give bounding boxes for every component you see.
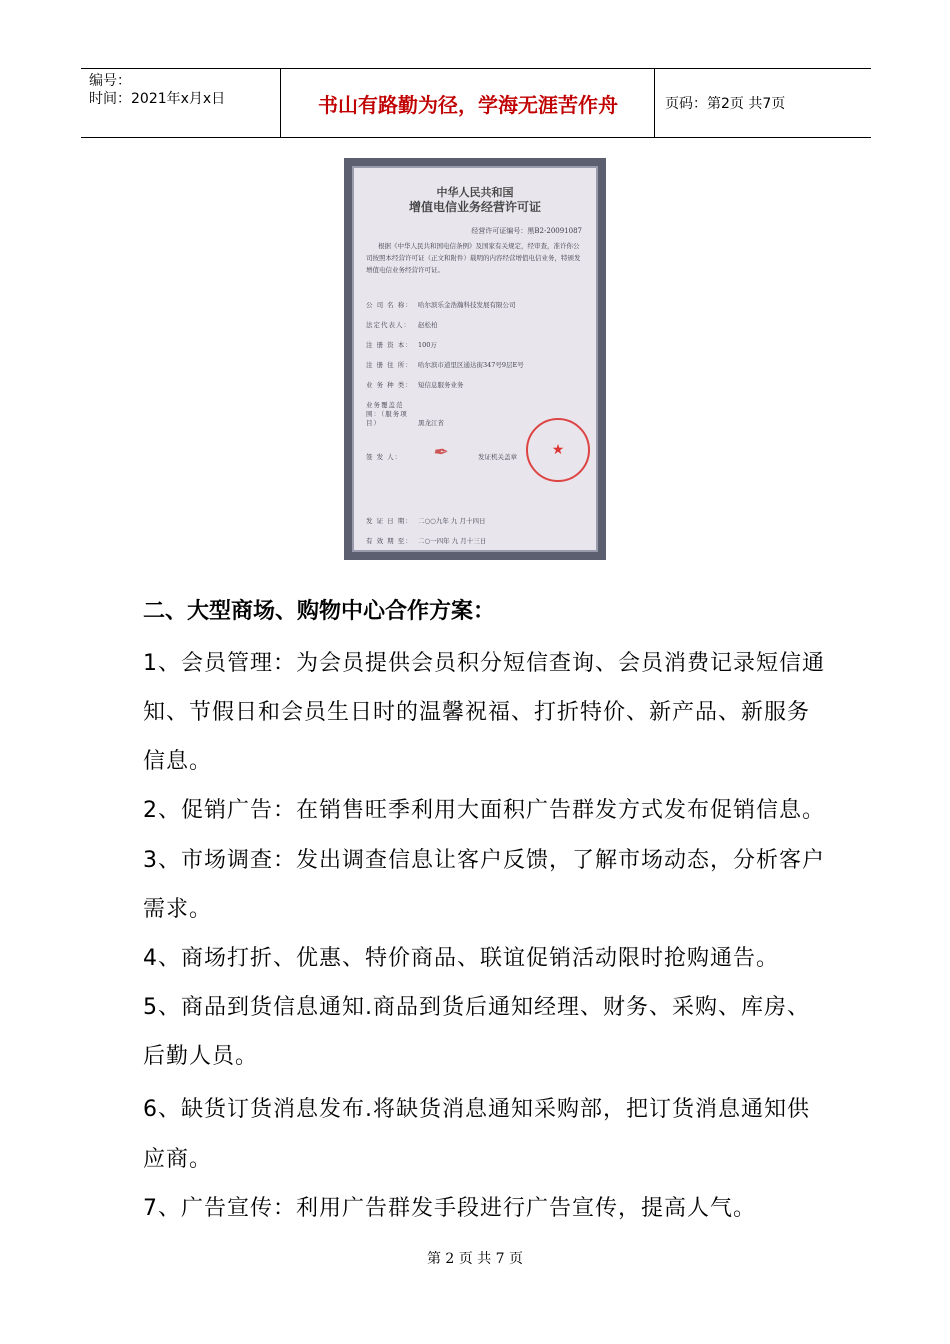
body-line: 后勤人员。	[143, 1044, 259, 1069]
official-seal-icon: ★	[526, 418, 590, 482]
body-line: 需求。	[143, 897, 213, 922]
body-line: 5、商品到货信息通知.商品到货后通知经理、财务、采购、库房、	[143, 995, 810, 1020]
certificate-row: 注 册 住 所： 哈尔滨市道里区通达街347号9层E号	[366, 361, 524, 369]
certificate-row: 法定代表人： 赵松柏	[366, 321, 438, 329]
certificate-title-1: 中华人民共和国	[436, 186, 514, 199]
certificate-row: 发 证 日 期： 二○○九年 九 月十四日	[366, 517, 486, 525]
body-line: 7、广告宣传：利用广告群发手段进行广告宣传，提高人气。	[143, 1196, 756, 1221]
certificate-body	[352, 166, 598, 552]
body-line: 信息。	[143, 749, 213, 774]
certificate-row: 业务覆盖范围：（服务项目） 黑龙江省	[366, 401, 444, 427]
body-line: 知、节假日和会员生日时的温馨祝福、打折特价、新产品、新服务	[143, 700, 811, 725]
signature-mark: ✒	[432, 442, 448, 463]
body-line: 3、市场调查：发出调查信息让客户反馈，了解市场动态，分析客户	[143, 848, 825, 873]
header-motto: 书山有路勤为径，学海无涯苦作舟	[282, 69, 655, 137]
certificate-license-no: 经营许可证编号：黑B2-20091087	[471, 227, 582, 235]
page-footer: 第 2 页 共 7 页	[426, 1251, 524, 1267]
certificate-row: 签 发 人： 发证机关盖章	[366, 453, 517, 461]
number-label: 编号：	[89, 73, 131, 89]
body-line: 2、促销广告：在销售旺季利用大面积广告群发方式发布促销信息。	[143, 798, 825, 823]
body-line: 4、商场打折、优惠、特价商品、联谊促销活动限时抢购通告。	[143, 946, 779, 971]
body-line: 应商。	[143, 1147, 213, 1172]
time-label: 时间：2021年x月x日	[89, 91, 226, 107]
body-line: 1、会员管理：为会员提供会员积分短信查询、会员消费记录短信通	[143, 651, 825, 676]
certificate-row: 有 效 期 至： 二○一四年 九 月十三日	[366, 537, 487, 545]
body-line: 6、缺货订货消息发布.将缺货消息通知采购部，把订货消息通知供	[143, 1097, 810, 1122]
license-certificate-image	[344, 158, 606, 560]
certificate-paragraph: 根据《中华人民共和国电信条例》及国家有关规定，经审查，准许你公司按照本经营许可证（正文和附件）载明的内容经营增值电信业务，特颁发增值电信业务经营许可证。	[366, 242, 581, 274]
header-page-info: 页码：第2页 共7页	[665, 96, 786, 112]
header-table	[81, 68, 871, 138]
certificate-row: 注 册 资 本： 100万	[366, 341, 437, 349]
certificate-title-2: 增值电信业务经营许可证	[408, 200, 541, 214]
section-title: 二、大型商场、购物中心合作方案：	[143, 599, 496, 624]
certificate-row: 业 务 种 类： 短信息服务业务	[366, 381, 464, 389]
header-meta	[81, 69, 281, 137]
certificate-row: 公 司 名 称： 哈尔滨乐金浩瀚科技发展有限公司	[366, 301, 516, 309]
